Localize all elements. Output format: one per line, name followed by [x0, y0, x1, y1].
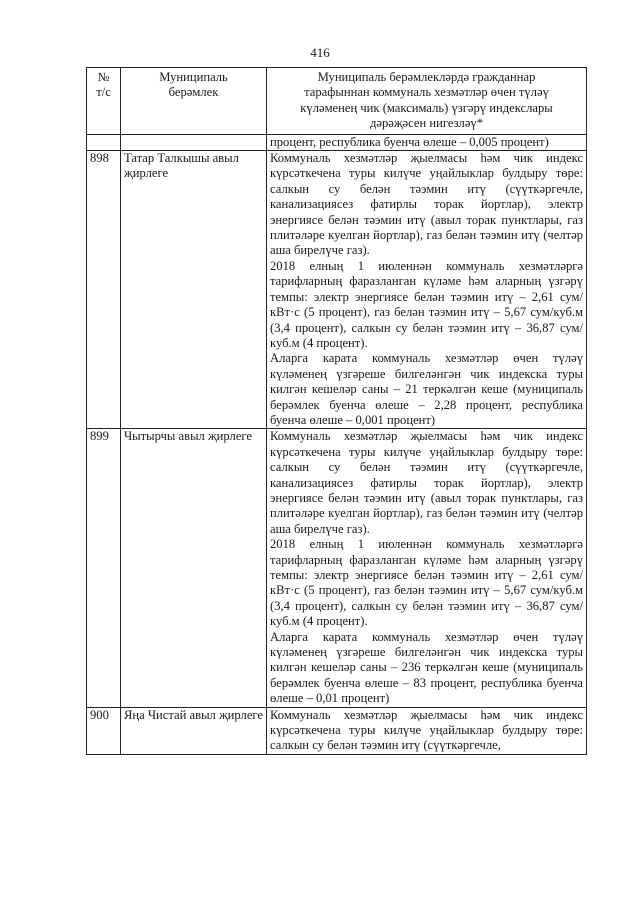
row-municipality: Татар Талкышы авыл җирлеге: [121, 151, 267, 429]
table-row: [87, 707, 587, 754]
description-paragraph: 2018 елның 1 июленнән коммуналь хезмәтләргә тарифларның фаразланган күләме һәм аларның үзгәрү темпы: электр энергиясе белән тәэмин итү – 2,61 сум/кВт·с (5 процент), газ белән тәэмин итү – 5,67 сум/куб.м (3,4 процент), салкын су белән тәэмин итү – 36,87 сум/куб.м (4 процент).: [270, 258, 583, 350]
page-number: 416: [310, 45, 330, 60]
description-paragraph: Коммуналь хезмәтләр җыелмасы һәм чик индекс күрсәткечена туры килүче уңайлыклар булдыру төре: салкын су белән тәэмин итү (сүүткәргечле, канализациясез фатирлы торак йортлар), электр энергиясе белән тәэмин итү (авыл торак пунктлары, газ плитәләре куелган йортлар), газ белән тәэмин итү (челтәр аша бирелүче газ).: [270, 151, 583, 258]
table-row-continuation: [87, 134, 587, 150]
description-paragraph: Аларга карата коммуналь хезмәтләр өчен түләү күләменең үзгәреше билгеләнгән чик индекска туры килгән кешеләр саны – 21 теркәлгән кеше (муниципаль берәмлек буенча өлеше – 2,28 процент, республика буенча өлеше – 0,001 процент): [270, 351, 583, 427]
header-justification-column: Муниципаль берәмлекләрдә гражданнар тарафыннан коммуналь хезмәтләр өчен түләү күләменең чик (максималь) үзгәрү индекслары дәрәҗәсен нигезләү*: [267, 68, 587, 135]
table-row: [87, 151, 587, 429]
row-description: [267, 429, 587, 707]
header-municipality-column: Муниципаль берәмлек: [121, 68, 267, 135]
row-description: процент, республика буенча өлеше – 0,005 процент): [267, 134, 587, 150]
description-paragraph: Коммуналь хезмәтләр җыелмасы һәм чик индекс күрсәткечена туры килүче уңайлыклар булдыру төре: салкын су белән тәэмин итү (сүүткәргечле,: [270, 707, 583, 753]
row-number: 900: [87, 707, 121, 754]
description-paragraph: Аларга карата коммуналь хезмәтләр өчен түләү күләменең үзгәреше билгеләнгән чик индекска туры килгән кешеләр саны – 236 теркәлгән кеше (муниципаль берәмлек буенча өлеше – 83 процент, республика буенча өлеше – 0,01 процент): [270, 629, 583, 706]
header-number-column: № т/с: [87, 68, 121, 135]
row-number: 898: [87, 151, 121, 429]
row-description: [267, 707, 587, 754]
row-municipality: Яңа Чистай авыл җирлеге: [121, 707, 267, 754]
description-paragraph: 2018 елның 1 июленнән коммуналь хезмәтләргә тарифларның фаразланган күләме һәм аларның үзгәрү темпы: электр энергиясе белән тәэмин итү – 2,61 сум/кВт·с (5 процент), газ белән тәэмин итү – 5,67 сум/куб.м (3,4 процент), салкын су белән тәэмин итү – 36,87 сум/куб.м (4 процент).: [270, 537, 583, 629]
table-row: [87, 429, 587, 707]
row-number: 899: [87, 429, 121, 707]
table-header-row: [87, 68, 587, 135]
row-municipality: Чытырчы авыл җирлеге: [121, 429, 267, 707]
description-paragraph: Коммуналь хезмәтләр җыелмасы һәм чик индекс күрсәткечена туры килүче уңайлыклар булдыру төре: салкын су белән тәэмин итү (сүүткәргечле, канализациясез фатирлы торак йортлар), электр энергиясе белән тәэмин итү (авыл торак пунктлары, газ плитәләре куелган йортлар), газ белән тәэмин итү (челтәр аша бирелүче газ).: [270, 429, 583, 536]
row-municipality: [121, 134, 267, 150]
row-number: [87, 134, 121, 150]
municipal-table: [86, 67, 587, 755]
row-description: [267, 151, 587, 429]
